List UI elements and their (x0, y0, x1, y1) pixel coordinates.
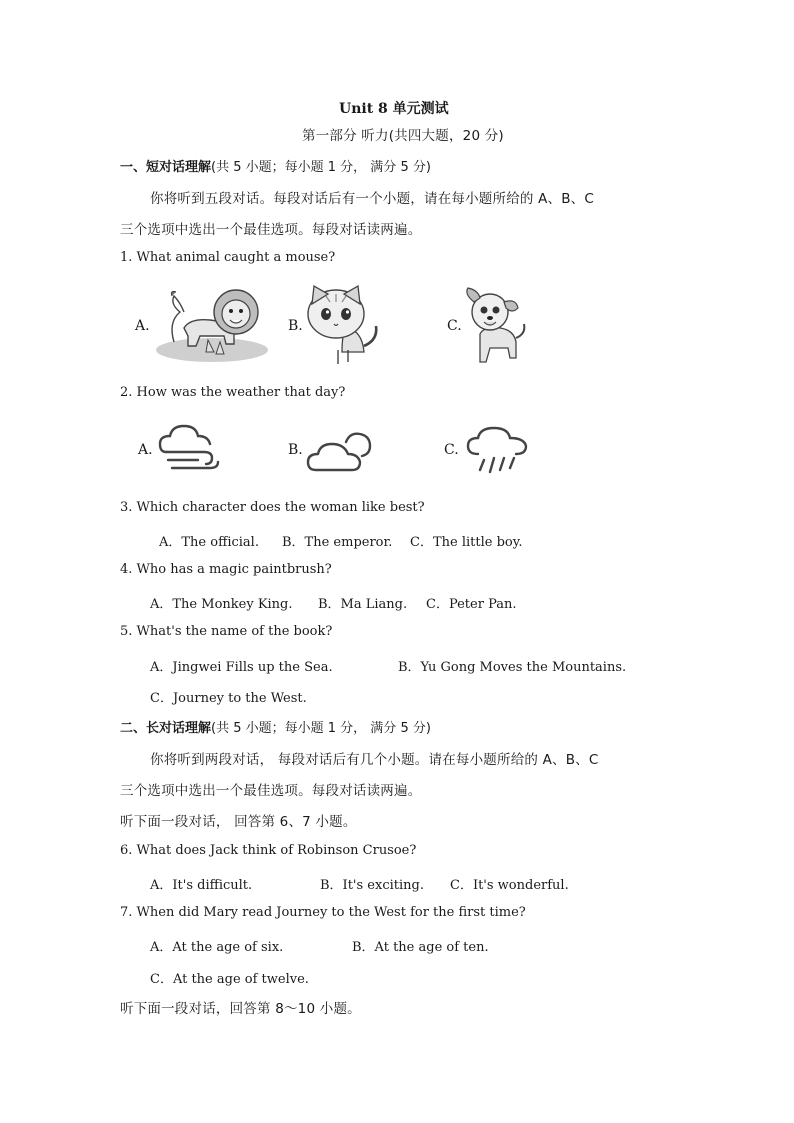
section1-info: (共 5 小题；每小题 1 分， 满分 5 分) (211, 160, 431, 175)
listen-instruction-2: 听下面一段对话，回答第 8～10 小题。 (120, 1001, 361, 1017)
question-1: 1. What animal caught a mouse? (120, 250, 336, 265)
cloudy-icon (306, 428, 374, 474)
question-4: 4. Who has a magic paintbrush? (120, 562, 332, 577)
section2-instruction-line2: 三个选项中选出一个最佳选项。每段对话读两遍。 (120, 783, 422, 799)
listen-instruction-1: 听下面一段对话， 回答第 6、7 小题。 (120, 814, 357, 830)
q5-option-b: B．Yu Gong Moves the Mountains. (398, 660, 627, 675)
q4-option-a: A．The Monkey King. (150, 597, 293, 612)
question-6: 6. What does Jack think of Robinson Crusoe? (120, 843, 417, 858)
q1-option-b-label: B. (288, 318, 303, 334)
q2-option-a-label: A. (138, 442, 153, 458)
section1-title: 短对话理解 (146, 160, 212, 175)
q6-option-a: A．It's difficult. (150, 878, 253, 893)
section2-instruction-line1: 你将听到两段对话， 每段对话后有几个小题。请在每小题所给的 A、B、C (150, 752, 599, 768)
section1-number: 一、 (120, 160, 147, 175)
q1-option-a-label: A. (135, 318, 150, 334)
q3-option-b: B．The emperor. (282, 535, 393, 550)
q5-option-c: C．Journey to the West. (150, 691, 307, 706)
question-5: 5. What's the name of the book? (120, 624, 333, 639)
q2-option-b-label: B. (288, 442, 303, 458)
question-2: 2. How was the weather that day? (120, 385, 346, 400)
q3-option-a: A．The official. (159, 535, 259, 550)
q3-option-c: C．The little boy. (410, 535, 523, 550)
q5-option-a: A．Jingwei Fills up the Sea. (150, 660, 333, 675)
dog-icon (460, 286, 532, 368)
q4-option-b: B．Ma Liang. (318, 597, 408, 612)
q6-option-c: C．It's wonderful. (450, 878, 569, 893)
q6-option-b: B．It's exciting. (320, 878, 424, 893)
q1-option-c-label: C. (447, 318, 462, 334)
question-3: 3. Which character does the woman like best? (120, 500, 425, 515)
q7-option-a: A．At the age of six. (150, 940, 284, 955)
section2-heading (120, 717, 431, 736)
section2-title: 长对话理解 (146, 721, 212, 736)
section1-instruction-line2: 三个选项中选出一个最佳选项。每段对话读两遍。 (120, 222, 422, 238)
lion-icon (150, 282, 268, 364)
section2-info: (共 5 小题；每小题 1 分， 满分 5 分) (211, 721, 431, 736)
part-subtitle: 第一部分 听力(共四大题，20 分) (302, 128, 504, 144)
section1-heading (120, 156, 431, 175)
section2-number: 二、 (120, 721, 147, 736)
rainy-icon (466, 424, 530, 476)
q7-option-b: B．At the age of ten. (352, 940, 489, 955)
q4-option-c: C．Peter Pan. (426, 597, 517, 612)
q2-option-c-label: C. (444, 442, 459, 458)
page-title: Unit 8 单元测试 (339, 101, 449, 117)
q7-option-c: C．At the age of twelve. (150, 972, 309, 987)
cat-icon (302, 282, 386, 368)
section1-instruction-line1: 你将听到五段对话。每段对话后有一个小题，请在每小题所给的 A、B、C (150, 191, 595, 207)
windy-icon (158, 424, 224, 476)
question-7: 7. When did Mary read Journey to the West for the first time? (120, 905, 526, 920)
